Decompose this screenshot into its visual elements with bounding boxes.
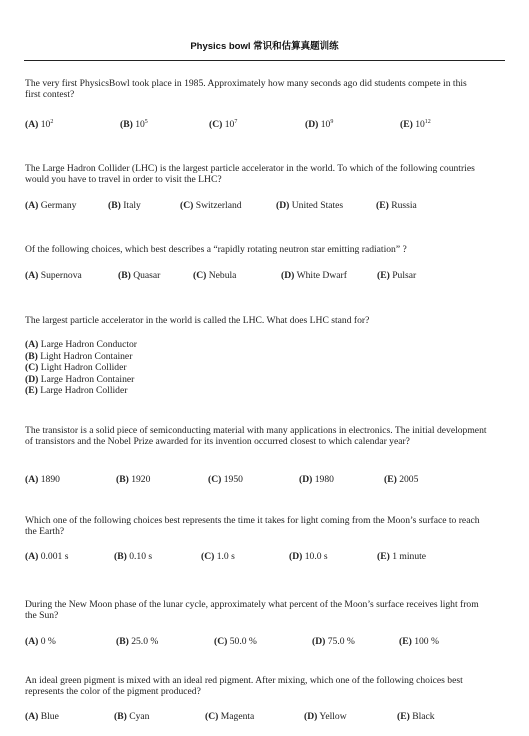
option-b [108,200,141,212]
question-5-options [25,474,505,486]
question-4-options [25,339,325,397]
question-8-options [25,711,505,723]
option-label: (A) [25,339,39,350]
option-label: (C) [201,551,215,562]
option-label: (B) [116,636,129,647]
option-text: White Dwarf [296,270,347,281]
header-divider [24,60,505,61]
option-d [299,474,334,486]
option-exponent: 9 [330,119,334,125]
option-label: (A) [25,474,39,485]
option-text: Pulsar [392,270,417,281]
question-8-text: An ideal green pigment is mixed with an ideal red pigment. After mixing, which one of the following choices best represents the color of the pigment produced? [25,675,463,698]
option-a [25,711,59,723]
option-c [208,474,243,486]
option-label: (C) [193,270,207,281]
option-label: (E) [400,119,413,130]
option-a [25,339,325,351]
option-label: (D) [305,119,319,130]
option-text: 100 % [414,636,439,647]
option-label: (D) [281,270,295,281]
option-exponent: 7 [234,119,238,125]
option-label: (B) [118,270,131,281]
option-text: Large Hadron Container [40,373,135,385]
option-label: (B) [114,551,127,562]
option-d [304,711,347,723]
option-text: Large Hadron Collider [40,385,128,397]
question-2-options [25,200,505,212]
option-text: Blue [40,711,59,722]
question-7-text: During the New Moon phase of the lunar cycle, approximately what percent of the Moon’s surface receives light from the Sun? [25,599,479,622]
option-b [118,270,160,282]
question-3-text: Of the following choices, which best describes a “rapidly rotating neutron star emitting radiation” ? [25,244,407,255]
option-label: (D) [304,711,318,722]
question-1-options [25,119,505,131]
option-d [281,270,347,282]
option-text: 25.0 % [131,636,159,647]
option-d [276,200,343,212]
option-label: (B) [120,119,133,130]
option-b [116,636,158,648]
option-label: (B) [116,474,129,485]
option-d [312,636,355,648]
option-text: 50.0 % [229,636,257,647]
option-label: (A) [25,200,39,211]
option-c [209,119,237,131]
option-label: (B) [25,350,38,362]
option-a [25,200,76,212]
option-label: (A) [25,551,39,562]
option-label: (A) [25,119,39,130]
option-label: (C) [209,119,223,130]
option-label: (C) [205,711,219,722]
question-3-options [25,270,505,282]
option-text: 1890 [40,474,60,485]
question-5-text: The transistor is a solid piece of semiconducting material with many applications in electronics. The initial development of transistors and the Nobel Prize awarded for its invention occurred closest to which calendar year? [25,425,487,448]
option-base: 10 [320,119,331,130]
option-a [25,119,53,131]
option-text: Yellow [319,711,347,722]
option-e [397,711,435,723]
option-c [214,636,257,648]
question-7-options [25,636,505,648]
option-label: (D) [299,474,313,485]
option-text: Black [412,711,435,722]
option-e [25,385,325,397]
option-label: (B) [114,711,127,722]
option-e [384,474,418,486]
option-text: United States [291,200,344,211]
option-c [193,270,236,282]
option-text: 1 minute [392,551,427,562]
option-text: 75.0 % [327,636,355,647]
option-label: (C) [25,362,39,374]
option-e [377,551,426,563]
option-e [377,270,416,282]
option-exponent: 12 [424,119,431,125]
option-label: (E) [397,711,410,722]
question-4-text: The largest particle accelerator in the world is called the LHC. What does LHC stand for? [25,315,370,326]
option-label: (E) [377,270,390,281]
option-text: 0 % [40,636,56,647]
option-label: (D) [276,200,290,211]
option-e [400,119,431,131]
option-text: Supernova [40,270,82,281]
option-d [25,374,325,386]
option-label: (E) [384,474,397,485]
option-text: Italy [123,200,141,211]
option-a [25,474,60,486]
option-e [399,636,439,648]
option-d [289,551,328,563]
option-text: 1950 [223,474,243,485]
option-text: Germany [40,200,77,211]
option-base: 10 [135,119,145,130]
option-label: (E) [399,636,412,647]
option-text: 1980 [314,474,334,485]
option-b [114,551,152,563]
option-exponent: 5 [144,119,148,125]
option-b [120,119,148,131]
option-c [205,711,254,723]
option-text: 10.0 s [304,551,328,562]
option-d [305,119,333,131]
option-b [116,474,150,486]
option-text: 2005 [399,474,419,485]
option-base: 10 [40,119,51,130]
option-base: 10 [224,119,235,130]
option-text: Quasar [133,270,161,281]
option-label: (D) [25,373,39,385]
question-6-text: Which one of the following choices best represents the time it takes for light coming from the Moon’s surface to reach the Earth? [25,515,480,538]
question-6-options [25,551,505,563]
option-label: (A) [25,636,39,647]
option-label: (C) [214,636,228,647]
option-text: Switzerland [195,200,242,211]
option-b [114,711,149,723]
option-a [25,551,68,563]
option-label: (E) [376,200,389,211]
option-text: 1920 [131,474,151,485]
option-text: 0.001 s [40,551,69,562]
option-text: 1.0 s [216,551,235,562]
option-label: (C) [208,474,222,485]
option-label: (C) [180,200,194,211]
option-text: 0.10 s [129,551,153,562]
option-label: (A) [25,270,39,281]
option-label: (B) [108,200,121,211]
option-exponent: 2 [50,119,54,125]
option-text: Russia [391,200,417,211]
option-text: Magenta [220,711,255,722]
option-text: Nebula [208,270,237,281]
option-b [25,351,325,363]
question-2-text: The Large Hadron Collider (LHC) is the largest particle accelerator in the world. To which of the following countries would you have to travel in order to visit the LHC? [25,163,475,186]
option-c [201,551,235,563]
page-header-title: Physics bowl 常识和估算真题训练 [190,41,339,52]
option-c [180,200,242,212]
option-label: (D) [312,636,326,647]
option-text: Light Hadron Collider [40,362,127,374]
option-label: (E) [25,385,38,397]
option-a [25,270,82,282]
option-c [25,362,325,374]
option-label: (E) [377,551,390,562]
option-text: Large Hadron Conductor [40,339,137,350]
option-a [25,636,56,648]
option-base: 10 [415,119,425,130]
option-label: (D) [289,551,303,562]
option-e [376,200,417,212]
option-label: (A) [25,711,39,722]
question-1-text: The very first PhysicsBowl took place in 1985. Approximately how many seconds ago did students compete in this first contest? [25,78,467,101]
option-text: Light Hadron Container [40,350,133,362]
option-text: Cyan [129,711,150,722]
